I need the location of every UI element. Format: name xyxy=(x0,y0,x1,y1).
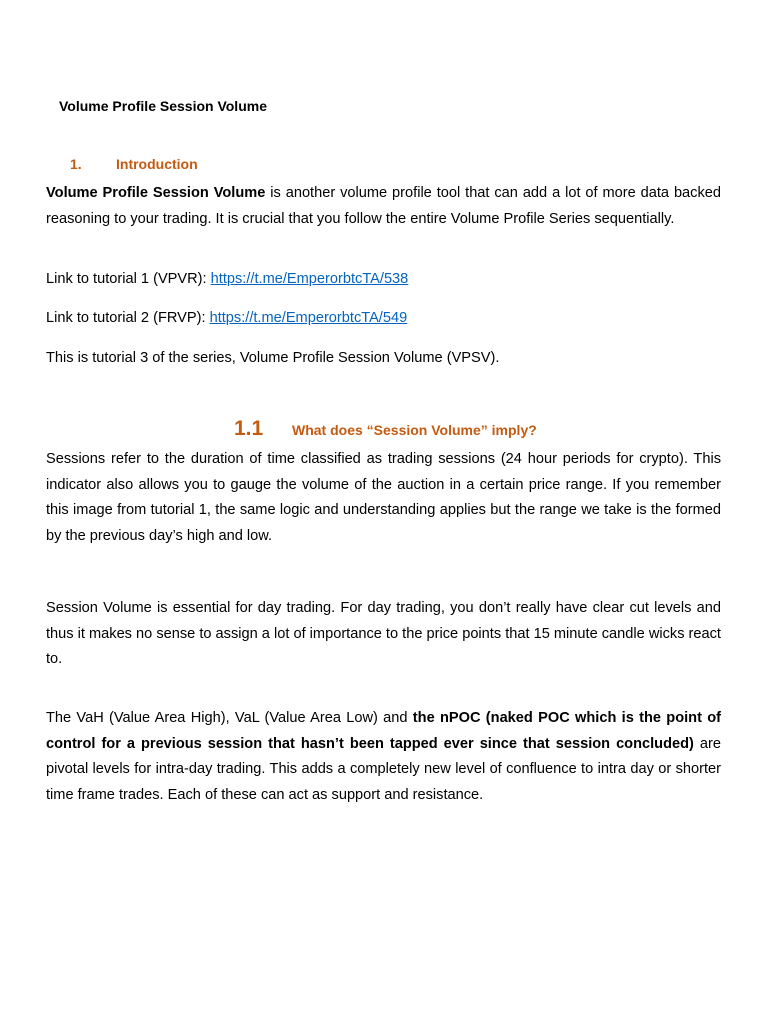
tutorial-note: This is tutorial 3 of the series, Volume Profile Session Volume (VPSV). xyxy=(46,350,500,366)
levels-text-bold: the nPOC (naked POC which is the point of control for a previous session that hasn’t been tapped ever since that session concluded) xyxy=(46,710,722,752)
subsection-heading-session-volume xyxy=(234,414,537,442)
sessions-paragraph: Sessions refer to the duration of time classified as trading sessions (24 hour periods for crypto). This indicator also allows you to gauge the volume of the auction in a certain price range. If you remember this image from tutorial 1, the same logic and understanding applies but the range we take is the formed by the previous day’s high and low. xyxy=(46,451,721,544)
levels-paragraph xyxy=(46,706,721,808)
intro-text: is another volume profile tool that can add a lot of more data backed reasoning to your trading. It is crucial that you follow the entire Volume Profile Series sequentially. xyxy=(46,185,722,227)
subsection-title: What does “Session Volume” imply? xyxy=(292,422,537,438)
tutorial-2-link[interactable]: https://t.me/EmperorbtcTA/549 xyxy=(209,310,408,326)
subsection-number: 1.1 xyxy=(234,417,264,440)
section-title: Introduction xyxy=(116,156,198,172)
levels-text-start: The VaH (Value Area High), VaL (Value Area Low) and xyxy=(46,710,413,726)
section-number: 1. xyxy=(70,156,82,172)
day-trading-paragraph: Session Volume is essential for day trading. For day trading, you don’t really have clear cut levels and thus it makes no sense to assign a lot of importance to the price points that 15 minute candle wicks react to. xyxy=(46,600,721,667)
tutorial-2-label: Link to tutorial 2 (FRVP): xyxy=(46,310,210,326)
document-title: Volume Profile Session Volume xyxy=(59,98,267,114)
tutorial-1-link-line xyxy=(46,269,408,289)
intro-paragraph xyxy=(46,181,721,232)
levels-text-end: are pivotal levels for intra-day trading. This adds a completely new level of confluence to intra day or shorter time frame trades. Each of these can act as support and resistance. xyxy=(46,735,721,803)
intro-bold-lead: Volume Profile Session Volume xyxy=(46,185,266,201)
tutorial-1-link[interactable]: https://t.me/EmperorbtcTA/538 xyxy=(210,271,409,287)
section-heading-introduction xyxy=(70,156,198,172)
tutorial-2-link-line xyxy=(46,308,407,328)
tutorial-1-label: Link to tutorial 1 (VPVR): xyxy=(46,271,211,287)
